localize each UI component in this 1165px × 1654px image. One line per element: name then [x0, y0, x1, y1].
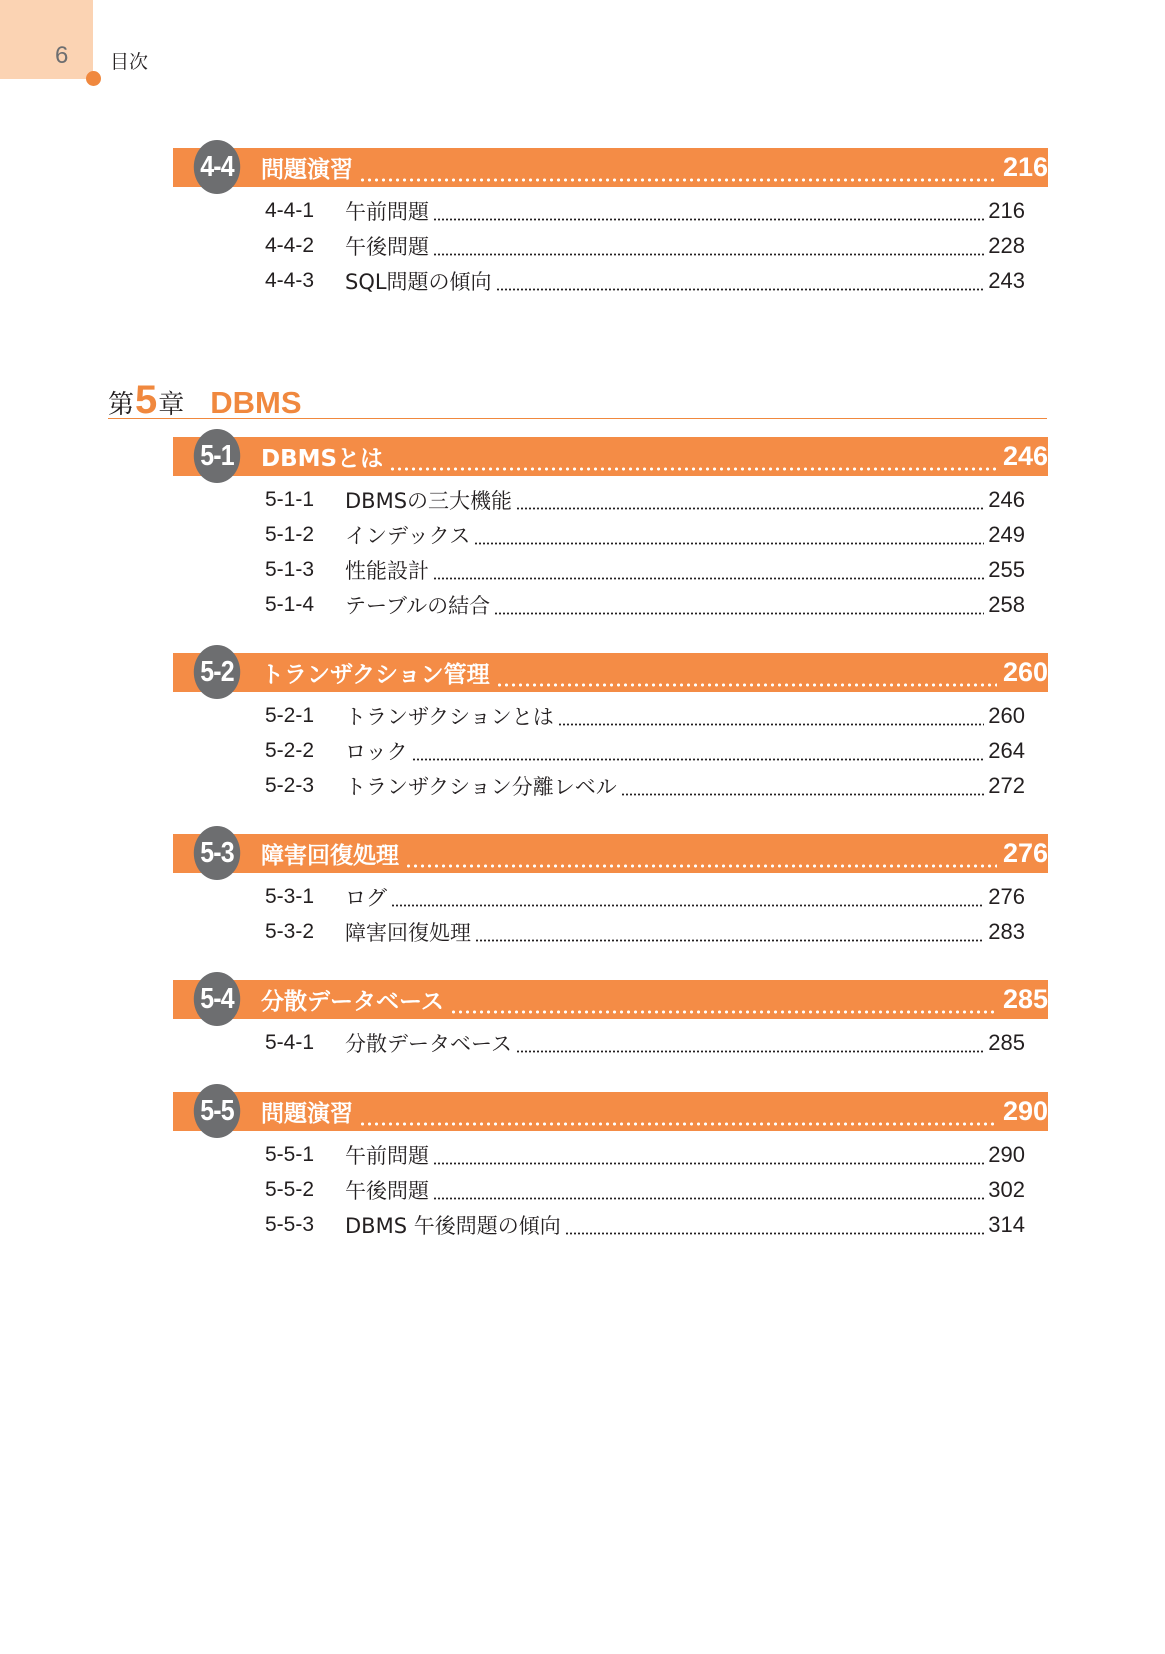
- dot-leader: [433, 228, 984, 263]
- section-title: 問題演習: [261, 157, 353, 183]
- dot-leader: [450, 980, 997, 1019]
- section-title-row: [261, 980, 1048, 1019]
- entry-title: DBMSの三大機能: [345, 488, 513, 513]
- entry-number: 5-4-1: [265, 1030, 315, 1054]
- entry-title: 障害回復処理: [345, 920, 471, 945]
- toc-entry[interactable]: [173, 193, 1048, 228]
- dot-leader: [359, 148, 997, 187]
- section-entries: [173, 193, 1048, 298]
- dot-leader: [433, 193, 984, 228]
- section-header[interactable]: [173, 1092, 1048, 1131]
- section-header[interactable]: [173, 834, 1048, 873]
- entry-page-number: 314: [988, 1211, 1025, 1237]
- section-header[interactable]: [173, 653, 1048, 692]
- page-number: 6: [55, 42, 69, 69]
- toc-entry[interactable]: [173, 1207, 1048, 1242]
- toc-section: [173, 653, 1048, 803]
- toc-entry[interactable]: [173, 482, 1048, 517]
- dot-leader: [475, 914, 984, 949]
- entry-number: 5-3-1: [265, 884, 315, 908]
- toc-entry[interactable]: [173, 1137, 1048, 1172]
- entry-title: テーブルの結合: [345, 593, 491, 618]
- chapter-heading: [108, 378, 1047, 422]
- page-dot: [86, 71, 101, 86]
- entry-title: SQL問題の傾向: [345, 269, 492, 294]
- toc-entry[interactable]: [173, 552, 1048, 587]
- dot-leader: [494, 587, 984, 622]
- entry-page-number: 255: [988, 556, 1025, 582]
- entry-number: 4-4-2: [265, 233, 315, 257]
- page-header-title: 目次: [110, 51, 149, 73]
- toc-section: [173, 1092, 1048, 1242]
- entry-number: 5-5-1: [265, 1142, 315, 1166]
- toc-entry[interactable]: [173, 768, 1048, 803]
- section-number-badge: 5-4: [194, 972, 240, 1026]
- section-title: 障害回復処理: [261, 843, 399, 869]
- chapter-suffix: 章: [158, 390, 185, 420]
- entry-title: トランザクション分離レベル: [345, 774, 617, 799]
- section-entries: [173, 1025, 1048, 1060]
- entry-title: インデックス: [345, 523, 471, 548]
- entry-page-number: 246: [988, 486, 1025, 512]
- section-header[interactable]: [173, 148, 1048, 187]
- section-page-number: 216: [1002, 152, 1048, 182]
- section-page-number: 285: [1002, 984, 1048, 1014]
- section-title-row: [261, 834, 1048, 873]
- section-number-badge: 5-5: [194, 1084, 240, 1138]
- entry-page-number: 302: [988, 1176, 1025, 1202]
- dot-leader: [389, 437, 997, 476]
- entry-page-number: 228: [988, 232, 1025, 258]
- section-entries: [173, 482, 1048, 622]
- toc-entry[interactable]: [173, 698, 1048, 733]
- chapter-prefix: 第: [108, 390, 135, 420]
- section-header[interactable]: [173, 437, 1048, 476]
- dot-leader: [405, 834, 997, 873]
- dot-leader: [565, 1207, 985, 1242]
- section-entries: [173, 879, 1048, 949]
- dot-leader: [621, 768, 985, 803]
- entry-page-number: 285: [988, 1029, 1025, 1055]
- entry-page-number: 264: [988, 737, 1025, 763]
- entry-page-number: 258: [988, 591, 1025, 617]
- toc-entry[interactable]: [173, 587, 1048, 622]
- section-page-number: 246: [1002, 441, 1048, 471]
- entry-title: 午後問題: [345, 1178, 429, 1203]
- section-title: DBMSとは: [261, 446, 384, 472]
- toc-entry[interactable]: [173, 914, 1048, 949]
- entry-title: ログ: [345, 885, 387, 910]
- toc-entry[interactable]: [173, 517, 1048, 552]
- section-title: 問題演習: [261, 1101, 353, 1127]
- entry-page-number: 243: [988, 267, 1025, 293]
- toc-entry[interactable]: [173, 879, 1048, 914]
- entry-title: ロック: [345, 739, 408, 764]
- entry-page-number: 283: [988, 918, 1025, 944]
- section-entries: [173, 1137, 1048, 1242]
- dot-leader: [558, 698, 985, 733]
- page-tab: [0, 0, 93, 79]
- section-title: 分散データベース: [261, 989, 444, 1015]
- dot-leader: [496, 263, 985, 298]
- chapter-number: 5: [135, 378, 158, 422]
- dot-leader: [433, 1137, 984, 1172]
- section-title-row: [261, 1092, 1048, 1131]
- entry-title: DBMS 午後問題の傾向: [345, 1213, 561, 1238]
- section-title: トランザクション管理: [261, 662, 490, 688]
- section-number-badge: 5-2: [194, 645, 240, 699]
- entry-title: 午前問題: [345, 1143, 429, 1168]
- section-title-row: [261, 148, 1048, 187]
- section-entries: [173, 698, 1048, 803]
- toc-entry[interactable]: [173, 733, 1048, 768]
- section-page-number: 260: [1002, 657, 1048, 687]
- entry-number: 5-1-1: [265, 487, 315, 511]
- entry-page-number: 272: [988, 772, 1025, 798]
- dot-leader: [412, 733, 985, 768]
- toc-entry[interactable]: [173, 1025, 1048, 1060]
- entry-number: 5-2-2: [265, 738, 315, 762]
- section-title-row: [261, 437, 1048, 476]
- section-number-badge: 5-3: [194, 826, 240, 880]
- entry-title: 分散データベース: [345, 1031, 512, 1056]
- entry-number: 5-1-2: [265, 522, 315, 546]
- section-page-number: 276: [1002, 838, 1048, 868]
- toc-entry[interactable]: [173, 263, 1048, 298]
- entry-title: 午前問題: [345, 199, 429, 224]
- entry-number: 5-2-1: [265, 703, 315, 727]
- entry-page-number: 249: [988, 521, 1025, 547]
- entry-page-number: 290: [988, 1141, 1025, 1167]
- section-title-row: [261, 653, 1048, 692]
- section-number-badge: 5-1: [194, 429, 240, 483]
- section-page-number: 290: [1002, 1096, 1048, 1126]
- entry-page-number: 216: [988, 197, 1025, 223]
- dot-leader: [391, 879, 984, 914]
- toc-section: [173, 148, 1048, 298]
- entry-number: 5-1-4: [265, 592, 315, 616]
- entry-number: 4-4-3: [265, 268, 315, 292]
- toc-section: [173, 980, 1048, 1060]
- toc-section: [173, 437, 1048, 622]
- dot-leader: [433, 552, 984, 587]
- entry-number: 5-2-3: [265, 773, 315, 797]
- toc-section: [173, 834, 1048, 949]
- entry-title: トランザクションとは: [345, 704, 554, 729]
- entry-page-number: 276: [988, 883, 1025, 909]
- dot-leader: [496, 653, 997, 692]
- dot-leader: [516, 482, 984, 517]
- dot-leader: [474, 517, 984, 552]
- chapter-title: DBMS: [210, 385, 302, 420]
- dot-leader: [359, 1092, 997, 1131]
- toc-entry[interactable]: [173, 1172, 1048, 1207]
- section-number-badge: 4-4: [194, 140, 240, 194]
- entry-number: 5-1-3: [265, 557, 315, 581]
- entry-title: 性能設計: [345, 558, 429, 583]
- toc-entry[interactable]: [173, 228, 1048, 263]
- entry-number: 5-3-2: [265, 919, 315, 943]
- dot-leader: [516, 1025, 984, 1060]
- entry-number: 4-4-1: [265, 198, 315, 222]
- entry-number: 5-5-2: [265, 1177, 315, 1201]
- dot-leader: [433, 1172, 984, 1207]
- entry-title: 午後問題: [345, 234, 429, 259]
- section-header[interactable]: [173, 980, 1048, 1019]
- entry-page-number: 260: [988, 702, 1025, 728]
- entry-number: 5-5-3: [265, 1212, 315, 1236]
